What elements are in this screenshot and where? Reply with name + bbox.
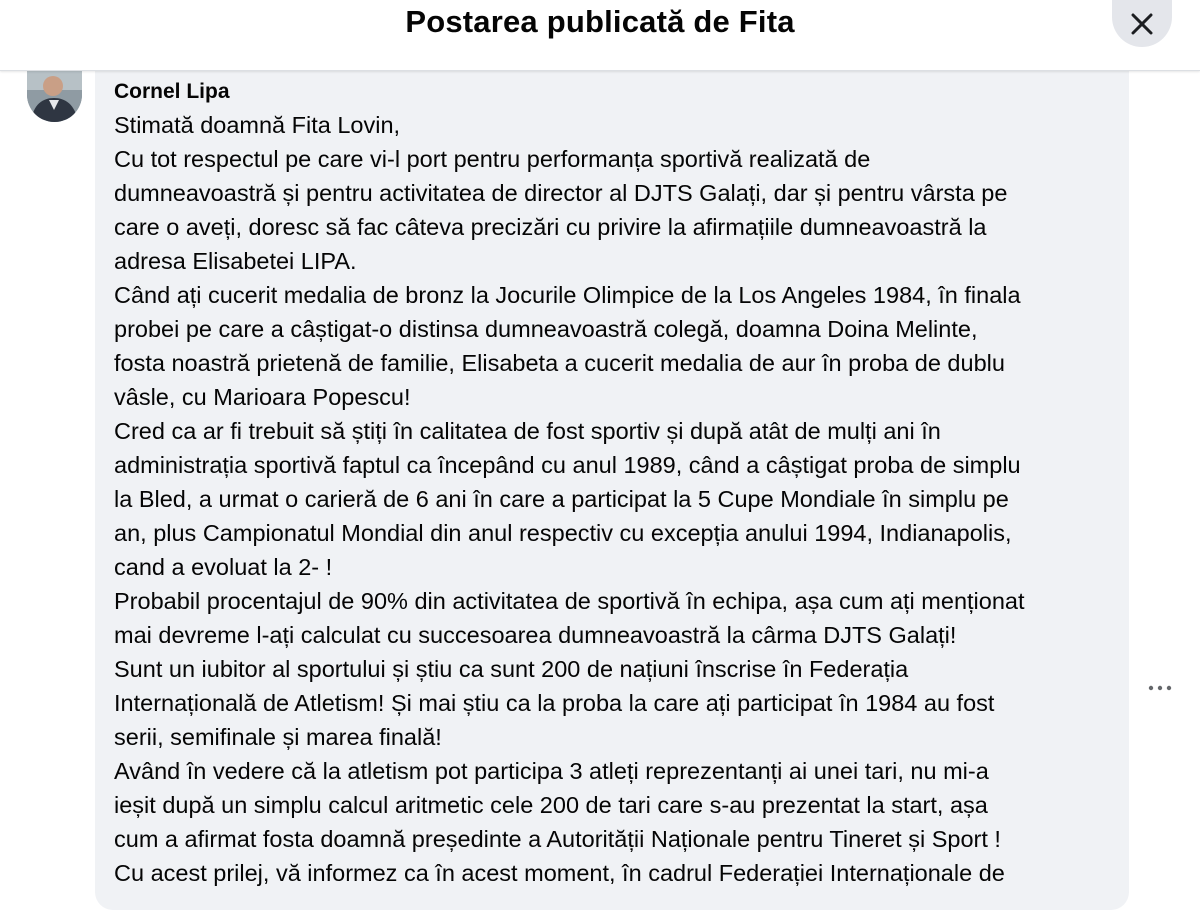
comment-line: adresa Elisabetei LIPA. xyxy=(114,248,357,274)
comment-line: an, plus Campionatul Mondial din anul respectiv cu excepția anului 1994, Indianapolis, xyxy=(114,520,1012,546)
comment-line: Având în vedere că la atletism pot participa 3 atleți reprezentanți ai unei tari, nu mi-a xyxy=(114,758,989,784)
close-icon xyxy=(1129,11,1155,37)
comment-line: fosta noastră prietenă de familie, Elisabeta a cucerit medalia de aur în proba de dublu xyxy=(114,350,1005,376)
comment-author[interactable]: Cornel Lipa xyxy=(114,80,230,103)
comment-line: Când ați cucerit medalia de bronz la Jocurile Olimpice de la Los Angeles 1984, în finala xyxy=(114,282,1021,308)
comment-line: mai devreme l-ați calculat cu succesoarea dumneavoastră la cârma DJTS Galați! xyxy=(114,622,957,648)
comment-line: Probabil procentajul de 90% din activitatea de sportivă în echipa, așa cum ați menționat xyxy=(114,588,1025,614)
comment-line: care o aveți, doresc să fac câteva precizări cu privire la afirmațiile dumneavoastră la xyxy=(114,214,987,240)
comment-line: Cred ca ar fi trebuit să știți în calitatea de fost sportiv și după atât de mulți ani în xyxy=(114,418,941,444)
comment-line: Stimată doamnă Fita Lovin, xyxy=(114,112,401,138)
comment-line: la Bled, a urmat o carieră de 6 ani în care a participat la 5 Cupe Mondiale în simplu pe xyxy=(114,486,1009,512)
comment-line: administrația sportivă faptul ca începând cu anul 1989, când a câștigat proba de simplu xyxy=(114,452,1021,478)
user-avatar-icon xyxy=(27,70,82,122)
dialog-header xyxy=(0,0,1200,71)
comment-line: dumneavoastră și pentru activitatea de director al DJTS Galați, dar și pentru vârsta pe xyxy=(114,180,1008,206)
comment-line: probei pe care a câștigat-o distinsa dumneavoastră colegă, doamna Doina Melinte, xyxy=(114,316,978,342)
comment-line: Cu acest prilej, vă informez ca în acest moment, în cadrul Federației Internaționale de xyxy=(114,860,1005,886)
commenter-avatar[interactable] xyxy=(27,70,82,122)
dialog-title: Postarea publicată de Fita xyxy=(405,4,795,39)
comment-line: Internațională de Atletism! Și mai știu ca la proba la care ați participat în 1984 au fost xyxy=(114,690,995,716)
comment-line: cand a evoluat la 2- ! xyxy=(114,554,333,580)
comment-line: Sunt un iubitor al sportului și știu ca sunt 200 de națiuni înscrise în Federația xyxy=(114,656,909,682)
comment-line: serii, semifinale și marea finală! xyxy=(114,724,442,750)
comment-line: Cu tot respectul pe care vi-l port pentru performanța sportivă realizată de xyxy=(114,146,871,172)
comment-line: vâsle, cu Marioara Popescu! xyxy=(114,384,411,410)
comment-text xyxy=(114,108,1114,890)
more-options-button[interactable] xyxy=(1144,672,1176,704)
more-options-icon xyxy=(1148,684,1172,692)
comment-line: cum a afirmat fosta doamnă președinte a Autorității Naționale pentru Tineret și Sport ! xyxy=(114,826,1001,852)
comment-line: ieșit după un simplu calcul aritmetic cele 200 de tari care s-au prezentat la start, așa xyxy=(114,792,988,818)
